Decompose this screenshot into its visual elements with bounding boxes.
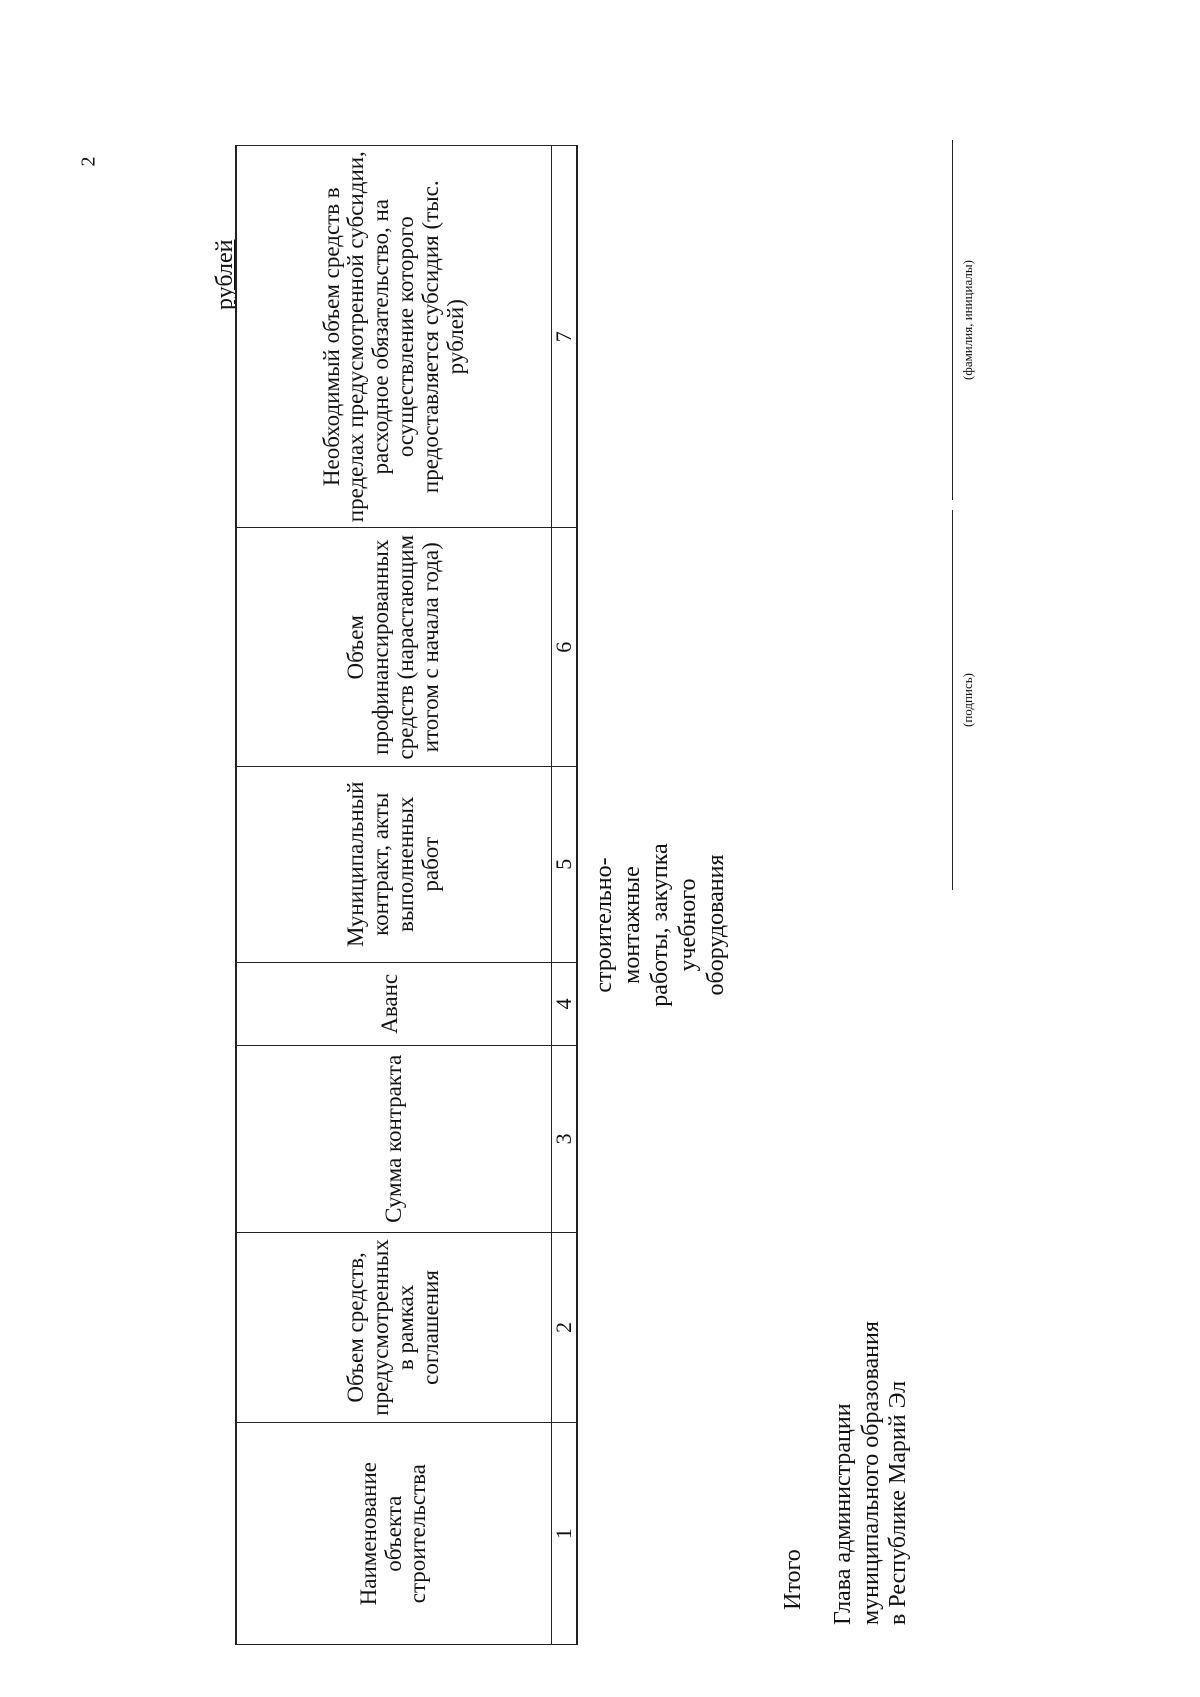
column-number: 2 [552, 1232, 578, 1423]
header-row [236, 146, 552, 1645]
signature-caption: (подпись) [960, 673, 975, 727]
signature-title-line: муниципального образования [857, 1321, 884, 1625]
header-financed-amount: Объем профинансированных средств (нарастающим итогом с начала года) [236, 528, 552, 767]
signature-title-line: Глава администрации [830, 1403, 856, 1625]
column-number: 4 [552, 962, 578, 1046]
column-number: 3 [552, 1046, 578, 1232]
work-description: строительно-монтажные работы, закупка учебного оборудования [591, 843, 730, 1007]
header-municipal-contract: Муниципальный контракт, акты выполненных работ [236, 767, 552, 962]
name-caption: (фамилия, инициалы) [960, 260, 975, 380]
header-required-amount: Необходимый объем средств в пределах предусмотренной субсидии, расходное обязательство, на осуществление которого предоставляется субсидия (тыс. рублей) [236, 146, 552, 528]
header-agreement-amount: Объем средств, предусмотренных в рамках соглашения [236, 1232, 552, 1423]
report-table [235, 145, 578, 1645]
header-advance: Аванс [236, 962, 552, 1046]
rotated-sheet [200, 105, 1200, 1645]
name-line [952, 140, 953, 500]
units-label: рублей [212, 239, 238, 310]
header-object-name: Наименование объекта строительства [236, 1423, 552, 1645]
header-contract-sum: Сумма контракта [236, 1046, 552, 1232]
page-number: 2 [77, 156, 100, 167]
column-number: 6 [552, 528, 578, 767]
signature-title-line: в Республике Марий Эл [885, 1380, 912, 1625]
signature-line [952, 510, 953, 890]
signature-title [830, 1321, 913, 1625]
column-number: 5 [552, 767, 578, 962]
column-number: 1 [552, 1423, 578, 1645]
column-number: 7 [552, 146, 578, 528]
column-number-row [552, 146, 578, 1645]
total-label: Итого [780, 1549, 806, 1610]
